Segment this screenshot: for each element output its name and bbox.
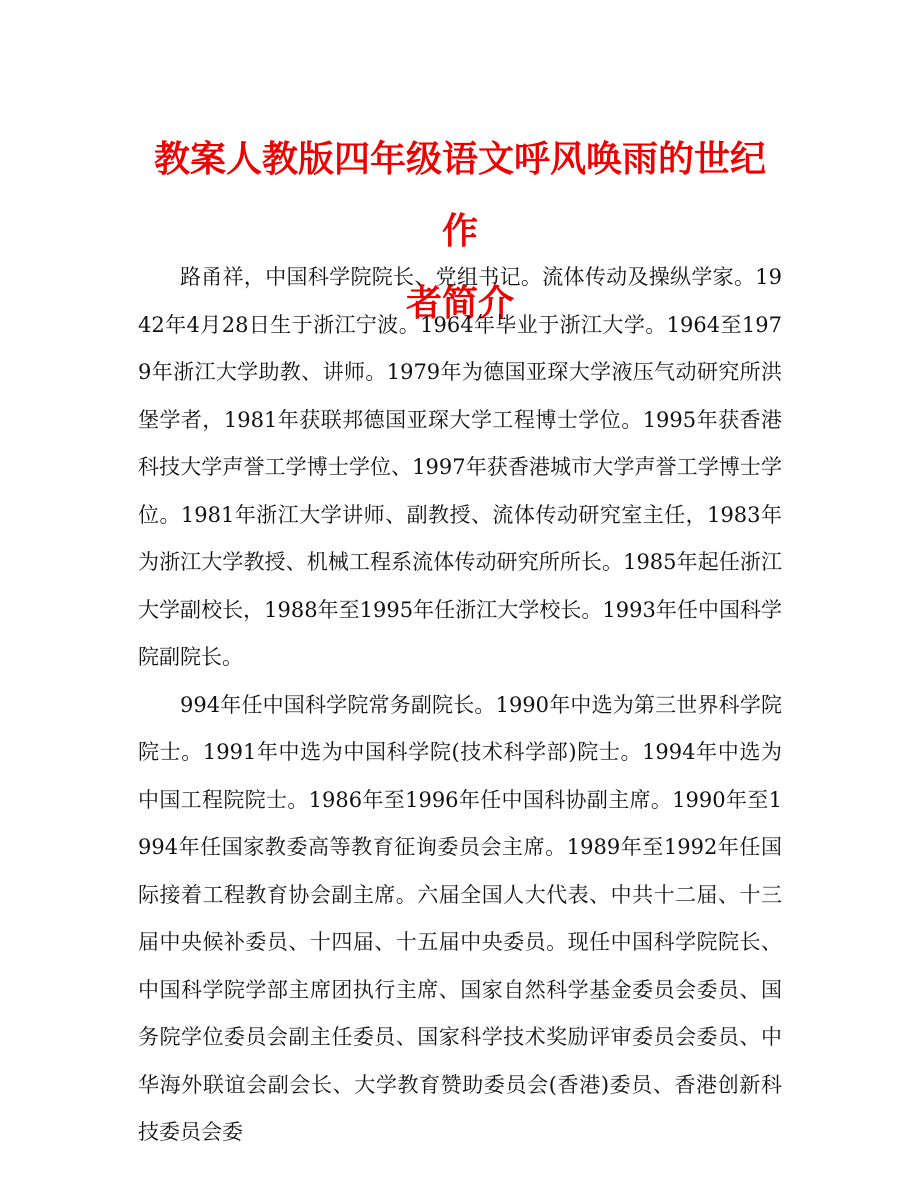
document-body <box>138 254 782 1157</box>
paragraph-2: 994年任中国科学院常务副院长。1990年中选为第三世界科学院院士。1991年中选为中国科学院(技术科学部)院士。1994年中选为中国工程院院士。1986年至1996年任中国科协副主席。1990年至1994年任国家教委高等教育征询委员会主席。1989年至1992年任国际接着工程教育协会副主席。六届全国人大代表、中共十二届、十三届中央候补委员、十四届、十五届中央委员。现任中国科学院院长、中国科学院学部主席团执行主席、国家自然科学基金委员会委员、国务院学位委员会副主任委员、国家科学技术奖励评审委员会委员、中华海外联谊会副会长、大学教育赞助委员会(香港)委员、香港创新科技委员会委 <box>138 692 782 1144</box>
paragraph-1: 路甬祥，中国科学院院长、党组书记。流体传动及操纵学家。1942年4月28日生于浙江宁波。1964年毕业于浙江大学。1964至1979年浙江大学助教、讲师。1979年为德国亚琛大学液压气动研究所洪堡学者，1981年获联邦德国亚琛大学工程博士学位。1995年获香港科技大学声誉工学博士学位、1997年获香港城市大学声誉工学博士学位。1981年浙江大学讲师、副教授、流体传动研究室主任，1983年为浙江大学教授、机械工程系流体传动研究所所长。1985年起任浙江大学副校长，1988年至1995年任浙江大学校长。1993年任中国科学院副院长。 <box>138 265 782 669</box>
document-title: 教案人教版四年级语文呼风唤雨的世纪作 者简介 <box>153 139 766 324</box>
